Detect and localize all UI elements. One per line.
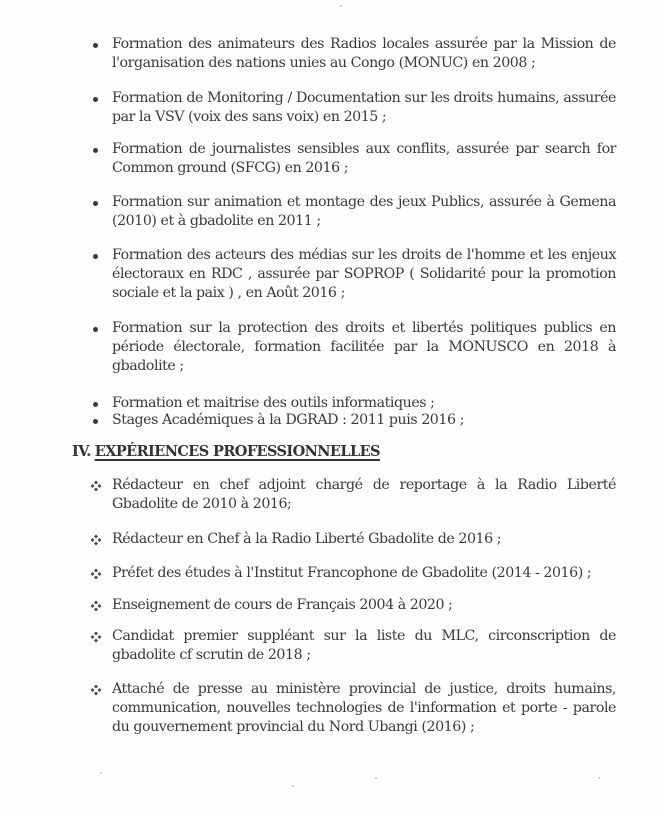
training-list-item xyxy=(88,89,616,127)
four-diamond-icon xyxy=(90,631,102,643)
section-heading xyxy=(72,443,380,460)
training-list-item xyxy=(88,35,616,73)
section-title: EXPÉRIENCES PROFESSIONNELLES xyxy=(94,443,380,460)
scan-speck xyxy=(375,777,377,779)
four-diamond-icon xyxy=(90,600,102,612)
training-list-item xyxy=(88,319,616,376)
list-item-text: Formation des animateurs des Radios locales assurée par la Mission de l'organisation des nations unies au Congo (MONUC) en 2008 ; xyxy=(112,36,616,71)
list-item-text: Formation de Monitoring / Documentation sur les droits humains, assurée par la VSV (voix des sans voix) en 2015 ; xyxy=(112,90,616,125)
section-number: IV. xyxy=(72,443,91,460)
list-item-text: Formation sur la protection des droits et libertés politiques publics en période électorale, formation facilitée par la MONUSCO en 2018 à gbadolite ; xyxy=(112,320,616,374)
list-item-text: Stages Académiques à la DGRAD : 2011 puis 2016 ; xyxy=(112,412,464,428)
list-item-text: Formation de journalistes sensibles aux conflits, assurée par search for Common ground (SFCG) en 2016 ; xyxy=(112,141,616,176)
list-item-text: Formation sur animation et montage des jeux Publics, assurée à Gemena (2010) et à gbadolite en 2011 ; xyxy=(112,194,616,229)
experience-list-item xyxy=(88,627,616,665)
list-item-text: Rédacteur en Chef à la Radio Liberté Gbadolite de 2016 ; xyxy=(112,531,502,547)
four-diamond-icon xyxy=(90,684,102,696)
list-item-text: Formation des acteurs des médias sur les droits de l'homme et les enjeux électoraux en RDC , assurée par SOPROP ( Solidarité pour la promotion sociale et la paix ) , en Août 2016 ; xyxy=(112,247,616,301)
list-item-text: Formation et maitrise des outils informatiques ; xyxy=(112,395,435,411)
experience-list-item xyxy=(88,564,616,583)
training-list-item xyxy=(88,193,616,231)
four-diamond-icon xyxy=(90,480,102,492)
list-item-text: Candidat premier suppléant sur la liste du MLC, circonscription de gbadolite cf scrutin de 2018 ; xyxy=(112,628,616,663)
training-list-item xyxy=(88,140,616,178)
experience-list-item xyxy=(88,596,616,615)
training-list-item xyxy=(88,246,616,303)
training-list-item xyxy=(88,411,616,430)
experience-list-item xyxy=(88,530,616,549)
list-item-text: Préfet des études à l'Institut Francophone de Gbadolite (2014 - 2016) ; xyxy=(112,565,592,581)
experience-list-item xyxy=(88,680,616,737)
scan-speck xyxy=(292,785,294,787)
four-diamond-icon xyxy=(90,568,102,580)
experience-list-item xyxy=(88,476,616,514)
scan-speck xyxy=(340,5,342,7)
scan-speck xyxy=(598,777,600,779)
four-diamond-icon xyxy=(90,534,102,546)
list-item-text: Attaché de presse au ministère provincial de justice, droits humains, communication, nouvelles technologies de l'information et porte - parole du gouvernement provincial du Nord Ubangi (2016) ; xyxy=(112,681,616,735)
list-item-text: Rédacteur en chef adjoint chargé de reportage à la Radio Liberté Gbadolite de 2010 à 2016; xyxy=(112,477,616,512)
scan-speck xyxy=(100,772,102,774)
list-item-text: Enseignement de cours de Français 2004 à 2020 ; xyxy=(112,597,453,613)
